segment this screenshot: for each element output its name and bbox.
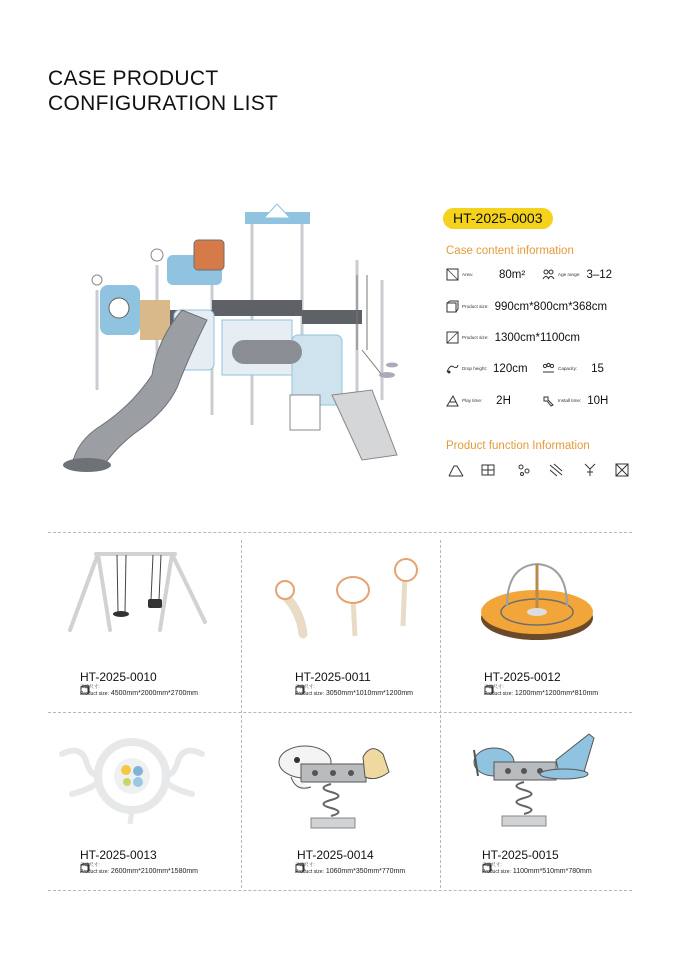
- box-icon: [295, 685, 305, 695]
- spec-drop-height-value: 120cm: [493, 362, 528, 375]
- product-size-value: 1060mm*350mm*770mm: [325, 868, 406, 875]
- swing-set-image: [60, 542, 220, 634]
- product-size-label-cn: 产品尺寸:: [80, 862, 100, 867]
- spec-drop-height: [446, 362, 528, 375]
- product-size: [295, 862, 405, 876]
- product-size: [80, 684, 198, 698]
- product-size: [484, 684, 598, 698]
- product-size-label: Product size:: [80, 691, 109, 697]
- page-title-line-1: CASE PRODUCT: [48, 67, 219, 90]
- product-size-label: Product size:: [482, 869, 511, 875]
- product-code: HT-2025-0014: [297, 848, 374, 862]
- spec-capacity: [542, 362, 604, 375]
- grid-divider-right: [440, 540, 441, 888]
- function-info-heading: Product function Information: [446, 440, 590, 452]
- product-size-label: Product size:: [80, 869, 109, 875]
- crowd-icon: [542, 362, 555, 375]
- sensory-icon: [516, 462, 532, 478]
- area-icon: [446, 268, 459, 281]
- product-code: HT-2025-0013: [80, 848, 157, 862]
- spec-capacity-value: 15: [591, 362, 604, 375]
- product-code: HT-2025-0015: [482, 848, 559, 862]
- crawl-icon: [548, 462, 564, 478]
- grid-divider-bottom: [48, 890, 632, 891]
- box-icon: [482, 863, 492, 873]
- people-icon: [542, 268, 555, 281]
- product-code: HT-2025-0012: [484, 670, 561, 684]
- product-size: [482, 862, 592, 876]
- product-size-label: Product size:: [484, 691, 513, 697]
- spec-product-size-value: 990cm*800cm*368cm: [494, 300, 608, 313]
- spec-play-time-label: Play time:: [462, 398, 483, 403]
- box-icon: [484, 685, 494, 695]
- product-size: [80, 862, 198, 876]
- spec-install-time-value: 10H: [587, 394, 609, 407]
- play-icon: [446, 394, 459, 407]
- box-icon: [446, 300, 459, 313]
- spring-rider-plane-image: [464, 730, 624, 830]
- page-title-line-2: CONFIGURATION LIST: [48, 92, 279, 115]
- spec-age: [542, 268, 612, 281]
- spec-age-value: 3–12: [586, 268, 613, 281]
- product-size-label: Product size:: [295, 869, 324, 875]
- product-size-value: 3050mm*1010mm*1200mm: [325, 690, 414, 697]
- product-size: [295, 684, 413, 698]
- grid-divider-middle: [48, 712, 632, 713]
- spring-rider-cat-image: [271, 732, 421, 832]
- product-size-value: 2600mm*2100mm*1580mm: [110, 868, 199, 875]
- spinner-image: [452, 556, 622, 646]
- product-size-value: 1200mm*1200mm*810mm: [514, 690, 599, 697]
- wrench-icon: [542, 394, 555, 407]
- spec-age-label: Age range:: [558, 272, 581, 277]
- spec-site-size-value: 1300cm*1100cm: [494, 331, 581, 344]
- function-icons: [446, 462, 636, 480]
- spec-install-time-label: Install time:: [558, 398, 582, 403]
- product-code: HT-2025-0010: [80, 670, 157, 684]
- site-area-icon: [446, 331, 459, 344]
- spec-area-label: Area:: [462, 272, 473, 277]
- product-size-value: 1100mm*510mm*780mm: [512, 868, 592, 875]
- climb-icon: [480, 462, 496, 478]
- spec-play-time-value: 2H: [496, 394, 511, 407]
- spec-product-size: [446, 300, 607, 313]
- product-size-label-cn: 产品尺寸:: [482, 862, 502, 867]
- spec-capacity-label: Capacity:: [558, 366, 578, 371]
- content-info-heading: Case content information: [446, 245, 574, 257]
- spec-product-size-label: Product size:: [462, 304, 489, 309]
- spec-install-time: [542, 394, 608, 407]
- grid-divider-top: [48, 532, 632, 533]
- product-size-label: Product size:: [295, 691, 324, 697]
- product-code: HT-2025-0011: [295, 670, 371, 684]
- balance-icon: [614, 462, 630, 478]
- hang-icon: [582, 462, 598, 478]
- product-size-label-cn: 产品尺寸:: [484, 684, 504, 689]
- spec-play-time: [446, 394, 511, 407]
- spec-site-size: [446, 331, 580, 344]
- product-size-value: 4500mm*2000mm*2700mm: [110, 690, 199, 697]
- box-icon: [295, 863, 305, 873]
- box-icon: [80, 685, 90, 695]
- spec-drop-height-label: Drop height:: [462, 366, 488, 371]
- fall-icon: [446, 362, 459, 375]
- slide-icon: [448, 462, 464, 478]
- play-panel-image: [52, 734, 212, 826]
- box-icon: [80, 863, 90, 873]
- spec-site-size-label: Product size:: [462, 335, 489, 340]
- sensory-panels-image: [265, 554, 425, 644]
- product-size-label-cn: 产品尺寸:: [80, 684, 100, 689]
- page-title: [48, 66, 278, 116]
- spec-area: [446, 268, 525, 281]
- product-size-label-cn: 产品尺寸:: [295, 862, 315, 867]
- grid-divider-left: [241, 540, 242, 888]
- product-size-label-cn: 产品尺寸:: [295, 684, 315, 689]
- featured-product-code: HT-2025-0003: [443, 208, 553, 229]
- spec-area-value: 80m²: [498, 268, 526, 281]
- playground-illustration: [62, 200, 422, 480]
